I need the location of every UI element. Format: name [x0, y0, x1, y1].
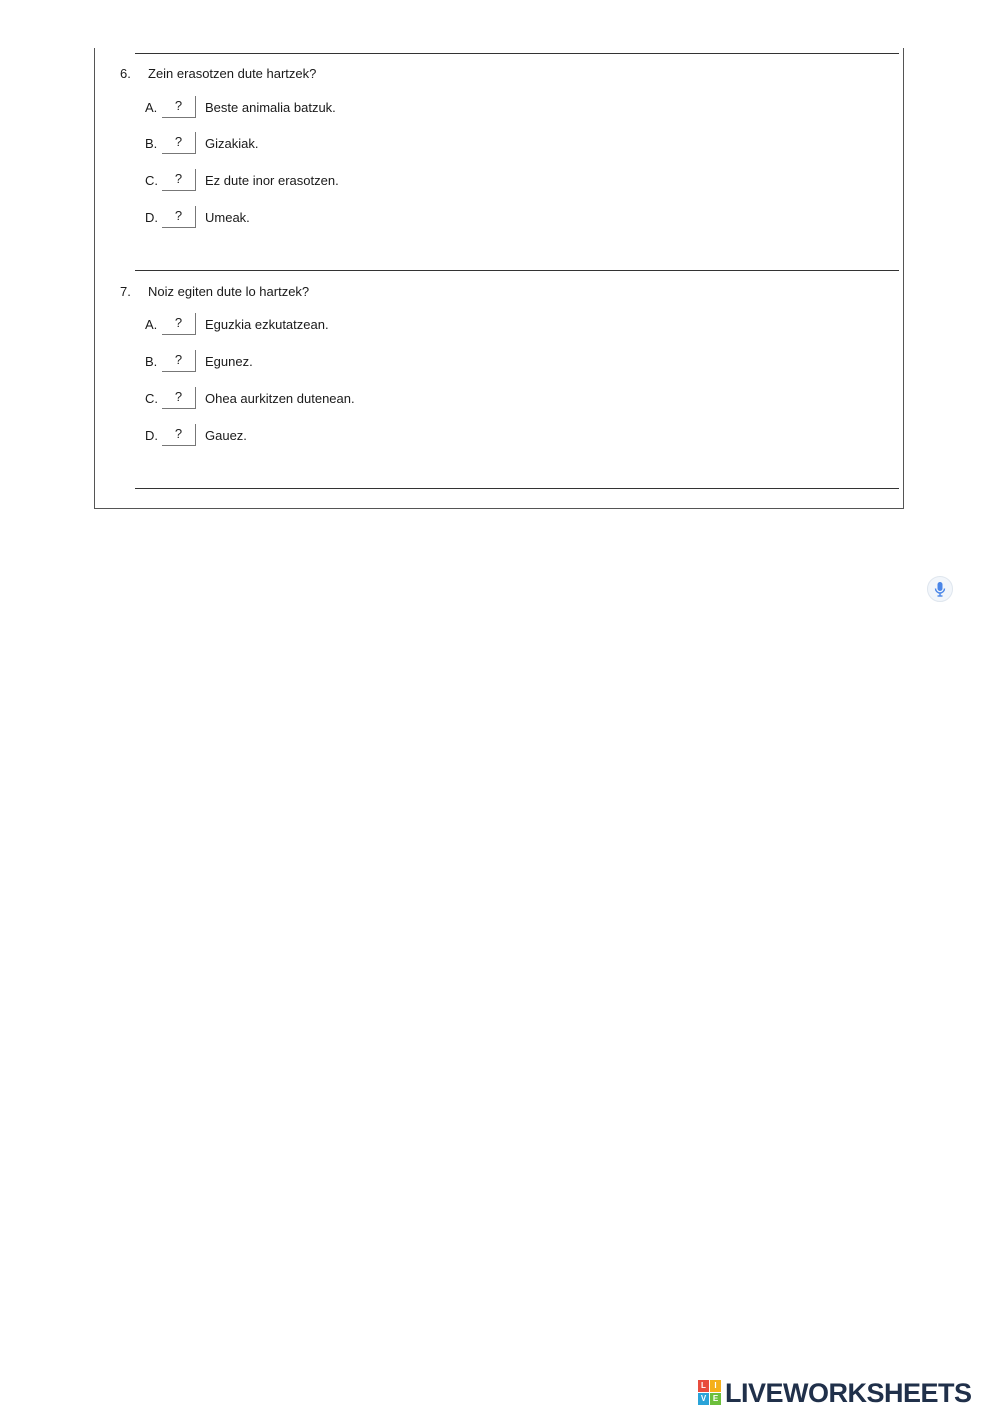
question-6-option-a-text: Beste animalia batzuk.	[205, 100, 336, 115]
question-6-option-a-answer-box[interactable]: ?	[162, 96, 196, 118]
question-6-option-c-letter: C.	[145, 173, 158, 188]
mark-letter-v: V	[698, 1393, 709, 1405]
mark-letter-l: L	[698, 1380, 709, 1392]
question-6-option-b-text: Gizakiak.	[205, 136, 259, 151]
question-7-option-c-text: Ohea aurkitzen dutenean.	[205, 391, 355, 406]
divider-bottom	[135, 488, 899, 489]
question-6-option-c-text: Ez dute inor erasotzen.	[205, 173, 339, 188]
mark-letter-e: E	[710, 1393, 721, 1405]
question-7-option-a-answer-box[interactable]: ?	[162, 313, 196, 335]
question-6-option-d-answer-box[interactable]: ?	[162, 206, 196, 228]
liveworksheets-mark-icon	[698, 1380, 722, 1406]
question-7-text: Noiz egiten dute lo hartzek?	[148, 284, 310, 299]
question-7-option-d-letter: D.	[145, 428, 158, 443]
question-7-option-b-text: Egunez.	[205, 354, 253, 369]
divider-middle	[135, 270, 899, 271]
question-7-option-c-answer-box[interactable]: ?	[162, 387, 196, 409]
question-7-option-d-text: Gauez.	[205, 428, 247, 443]
liveworksheets-logo[interactable]	[698, 1378, 972, 1408]
question-6-option-d-letter: D.	[145, 210, 158, 225]
question-7-option-c-letter: C.	[145, 391, 158, 406]
question-7-option-b-letter: B.	[145, 354, 158, 369]
question-6-option-c-answer-box[interactable]: ?	[162, 169, 196, 191]
question-7-option-d-answer-box[interactable]: ?	[162, 424, 196, 446]
question-6-number: 6.	[120, 66, 131, 81]
question-7-option-a-letter: A.	[145, 317, 158, 332]
question-6-option-b-letter: B.	[145, 136, 158, 151]
mark-letter-i: I	[710, 1380, 721, 1392]
question-7-option-b-answer-box[interactable]: ?	[162, 350, 196, 372]
question-7-number: 7.	[120, 284, 131, 299]
microphone-icon[interactable]	[927, 576, 953, 602]
divider-top	[135, 53, 899, 54]
question-7-option-a-text: Eguzkia ezkutatzean.	[205, 317, 329, 332]
question-6-option-d-text: Umeak.	[205, 210, 250, 225]
question-6-text: Zein erasotzen dute hartzek?	[148, 66, 317, 81]
question-6-option-a-letter: A.	[145, 100, 158, 115]
question-6-option-b-answer-box[interactable]: ?	[162, 132, 196, 154]
liveworksheets-wordmark: LIVEWORKSHEETS	[725, 1377, 972, 1408]
